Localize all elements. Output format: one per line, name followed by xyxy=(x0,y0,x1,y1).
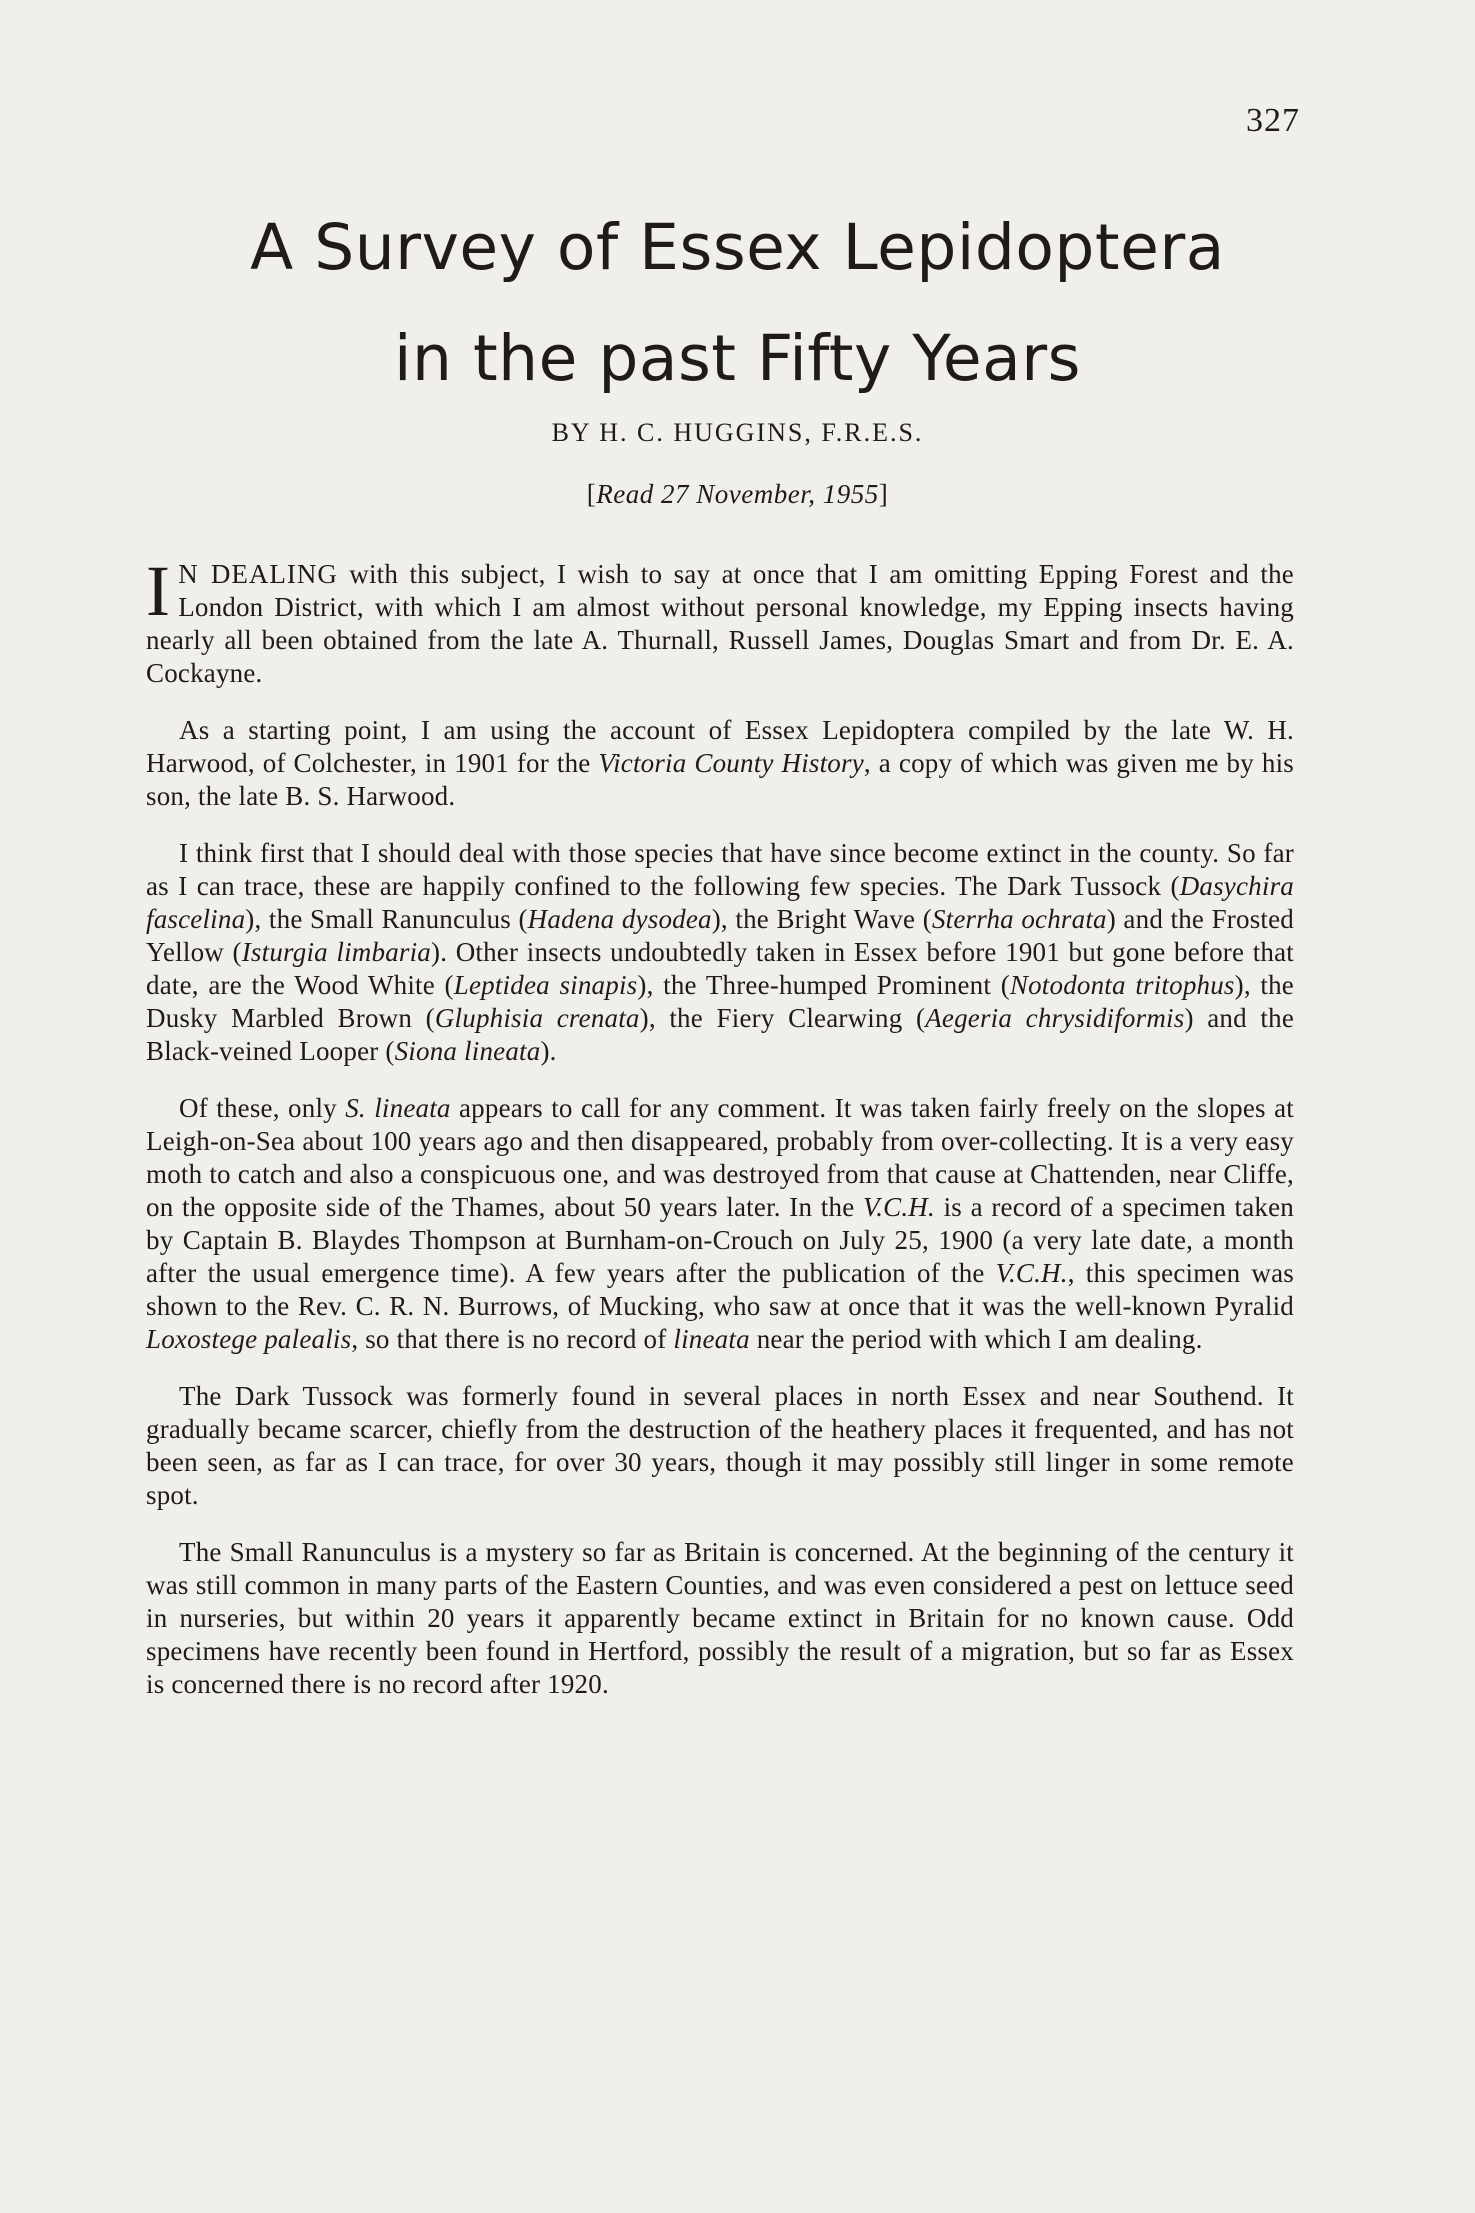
read-date xyxy=(0,479,1475,510)
species-name: S. lineata xyxy=(345,1093,451,1123)
species-name: Leptidea sinapis xyxy=(453,970,638,1000)
page-number: 327 xyxy=(1246,102,1300,139)
paragraph-3-text: ) and the Frosted Yellow ( xyxy=(146,904,1294,967)
species-name: Aegeria chrysidiformis xyxy=(925,1003,1185,1033)
paragraph-3-text: ). Other insects undoubtedly taken in Essex before 1901 but gone before that date, are the Wood White ( xyxy=(146,937,1294,1000)
opening-small-caps: N DEALING xyxy=(178,559,338,589)
paragraph-3-text: I think first that I should deal with those species that have since become extinct in the county. So far as I can trace, these are happily confined to the following few species. The Dark Tussock ( xyxy=(146,838,1294,901)
paragraph-3-text: ). xyxy=(540,1036,557,1066)
paragraph-4-text: Of these, only xyxy=(179,1093,346,1123)
paragraph-3-text: ), the Small Ranunculus ( xyxy=(245,904,528,934)
paragraph-1-text: with this subject, I wish to say at once that I am omitting Epping Forest and the London District, with which I am almost without personal knowledge, my Epping insects having nearly all been obtained from the late A. Thurnall, Russell James, Douglas Smart and from Dr. E. A. Cockayne. xyxy=(146,559,1294,688)
paragraph-5: The Dark Tussock was formerly found in several places in north Essex and near Southend. It gradually became scarcer, chiefly from the destruction of the heathery places it frequented, and has not been seen, as far as I can trace, for over 30 years, though it may possibly still linger in some remote spot. xyxy=(146,1381,1294,1510)
paragraph-4-text: , so that there is no record of xyxy=(351,1324,674,1354)
species-name: Loxostege palealis xyxy=(146,1324,352,1354)
read-date-open-bracket: [ xyxy=(586,479,597,509)
drop-cap: I xyxy=(146,551,171,631)
article-title xyxy=(0,192,1475,414)
author-byline: BY H. C. HUGGINS, F.R.E.S. xyxy=(551,418,924,447)
paragraph-3-text: ), the Fiery Clearwing ( xyxy=(639,1003,926,1033)
paragraph-4-text: , this specimen was shown to the Rev. C. R. N. Burrows, of Mucking, who saw at once that it was the well-known Pyralid xyxy=(146,1258,1294,1321)
title-line-2: in the past Fifty Years xyxy=(394,322,1081,395)
species-name: lineata xyxy=(673,1324,750,1354)
paragraph-2-text: As a starting point, I am using the account of Essex Lepidoptera compiled by the late W. H. Harwood, of Colchester, in 1901 for the xyxy=(146,715,1294,778)
species-name: Sterrha ochrata xyxy=(931,904,1107,934)
paragraph-3-text: ), the Dusky Marbled Brown ( xyxy=(146,970,1294,1033)
paragraph-2-text: , a copy of which was given me by his son, the late B. S. Harwood. xyxy=(146,748,1294,811)
paragraph-4-text: is a record of a specimen taken by Captain B. Blaydes Thompson at Burnham-on-Crouch on July 25, 1900 (a very late date, a month after the usual emergence time). A few years after the publication of the xyxy=(146,1192,1294,1288)
paragraph-3-text: ), the Three-humped Prominent ( xyxy=(637,970,1010,1000)
paragraph-3 xyxy=(146,837,1294,1068)
species-name: Notodonta tritophus xyxy=(1009,970,1235,1000)
paragraph-2-italic: Victoria County History xyxy=(598,748,864,778)
paragraph-4 xyxy=(146,1092,1294,1356)
paragraph-2 xyxy=(146,714,1294,813)
species-name: Gluphisia crenata xyxy=(434,1003,640,1033)
species-name: Dasychira fascelina xyxy=(146,871,1294,934)
species-name: Hadena dysodea xyxy=(527,904,712,934)
paragraph-3-text: ) and the Black-veined Looper ( xyxy=(146,1003,1294,1066)
reference-abbreviation: V.C.H. xyxy=(862,1192,935,1222)
paragraph-6: The Small Ranunculus is a mystery so far as Britain is concerned. At the beginning of the century it was still common in many parts of the Eastern Counties, and was even considered a pest on lettuce seed in nurseries, but within 20 years it apparently became extinct in Britain for no known cause. Odd specimens have recently been found in Hertford, possibly the result of a migration, but so far as Essex is concerned there is no record after 1920. xyxy=(146,1537,1294,1699)
read-date-text: Read 27 November, 1955 xyxy=(596,479,879,509)
species-name: Isturgia limbaria xyxy=(241,937,432,967)
species-name: Siona lineata xyxy=(394,1036,541,1066)
paragraph-3-text: ), the Bright Wave ( xyxy=(711,904,932,934)
title-line-1: A Survey of Essex Lepidoptera xyxy=(250,211,1225,284)
read-date-close-bracket: ] xyxy=(878,479,889,509)
reference-abbreviation: V.C.H. xyxy=(995,1258,1068,1288)
paragraph-4-text: near the period with which I am dealing. xyxy=(749,1324,1203,1354)
paragraph-4-text: appears to call for any comment. It was taken fairly freely on the slopes at Leigh-on-Sea about 100 years ago and then disappeared, probably from over-collecting. It is a very easy moth to catch and also a conspicuous one, and was destroyed from that cause at Chattenden, near Cliffe, on the opposite side of the Thames, about 50 years later. In the xyxy=(146,1093,1294,1222)
paragraph-1 xyxy=(146,551,1294,690)
article-body xyxy=(146,551,1294,1701)
